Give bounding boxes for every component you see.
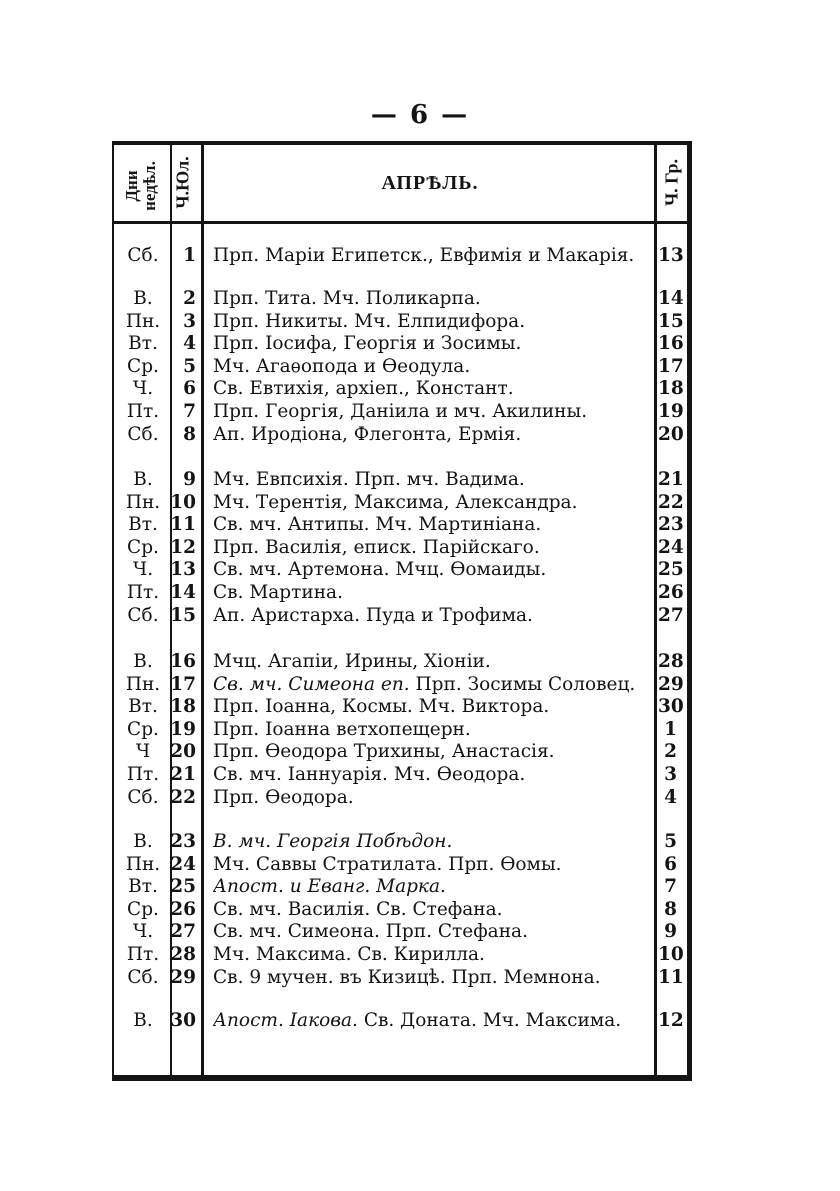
table-row [0,764,840,786]
table-row [0,719,840,741]
weekday-cell: Ч [135,741,151,763]
saints-cell [213,967,653,989]
table-row [0,311,840,333]
weekday-cell: Пт. [126,582,160,603]
table-row [0,514,840,536]
gregorian-date-cell: 14 [658,288,684,309]
saints-text: Прп. Зосимы Соловец. [409,673,636,695]
table-row [0,921,840,943]
saints-text: Св. мч. Артемона. Мчц. Ѳомаиды. [213,559,547,581]
julian-date-cell: 26 [170,898,196,920]
saints-cell [213,696,653,718]
saints-text: Прп. Тита. Мч. Поликарпа. [213,288,481,309]
gregorian-date-cell: 28 [658,651,684,672]
weekday-cell: Пн. [125,310,161,332]
gregorian-date-cell: 5 [664,831,677,852]
saints-cell [213,492,653,514]
table-row [0,356,840,378]
saints-cell [213,899,653,921]
saints-cell [213,356,653,378]
table-row [0,401,840,423]
weekday-cell: В. [133,831,153,852]
saints-cell [213,764,653,786]
table-row [0,1010,840,1032]
julian-date-cell: 18 [170,696,196,718]
weekday-cell: Пт. [126,401,160,422]
table-row [0,854,840,876]
julian-date-cell: 28 [170,944,196,965]
julian-date-cell: 9 [183,469,196,490]
gregorian-date-cell: 22 [658,491,684,513]
saints-cell [213,741,653,763]
julian-date-cell: 8 [183,423,196,445]
header-gregorian-date: Ч. Гр. [661,158,682,207]
saints-text: Св. Евтихія, архіеп., Констант. [213,378,514,400]
saints-cell [213,378,653,400]
saints-cell [213,514,653,536]
gregorian-date-cell: 2 [664,741,677,763]
saints-text: Св. Мартина. [213,582,343,603]
julian-date-cell: 3 [183,310,196,332]
gregorian-date-cell: 8 [664,898,677,920]
table-row [0,831,840,853]
table-row [0,378,840,400]
weekday-cell: Вт. [128,514,158,536]
weekday-cell: Пт. [126,764,160,785]
julian-date-cell: 29 [170,966,196,988]
gregorian-date-cell: 17 [658,355,684,377]
saints-cell [213,787,653,809]
table-row [0,967,840,989]
saints-cell [213,424,653,446]
saints-cell [213,651,653,673]
header-days-of-week [123,146,159,226]
table-row [0,696,840,718]
gregorian-date-cell: 27 [658,604,684,626]
weekday-cell: Сб. [127,966,159,988]
gregorian-date-cell: 3 [664,764,677,785]
weekday-cell: Вт. [128,333,158,355]
table-row [0,741,840,763]
julian-date-cell: 5 [183,355,196,377]
feast-italic-text: Апост. Іакова. [213,1010,358,1031]
gregorian-date-cell: 11 [658,966,684,988]
table-row [0,333,840,355]
julian-date-cell: 25 [170,876,196,898]
julian-date-cell: 10 [170,491,196,513]
gregorian-date-cell: 30 [658,696,684,718]
saints-cell [213,333,653,355]
julian-date-cell: 23 [170,831,196,852]
table-row [0,582,840,604]
gregorian-date-cell: 6 [664,853,677,875]
saints-cell [213,288,653,310]
gregorian-date-cell: 19 [658,401,684,422]
saints-cell [213,559,653,581]
julian-date-cell: 24 [170,853,196,875]
julian-date-cell: 2 [183,288,196,309]
table-row [0,424,840,446]
julian-date-cell: 1 [183,245,196,266]
saints-cell [213,854,653,876]
julian-date-cell: 11 [170,514,196,536]
header-julian-date: Ч.Юл. [172,156,193,209]
saints-cell [213,921,653,943]
table-row [0,605,840,627]
saints-text: Прп. Георгія, Даніила и мч. Акилины. [213,401,588,422]
feast-italic-text: В. мч. Георгія Побѣдон. [213,831,453,852]
saints-text: Прп. Василія, еписк. Парійскаго. [213,536,540,558]
saints-text: Прп. Іоанна ветхопещерн. [213,718,471,740]
saints-text: Прп. Ѳеодора Трихины, Анастасія. [213,741,555,763]
table-row [0,559,840,581]
gregorian-date-cell: 1 [664,718,677,740]
saints-text: Прп. Маріи Египетск., Евфимія и Макарія. [213,245,635,266]
weekday-cell: Ч. [132,921,154,943]
table-row [0,787,840,809]
saints-cell [213,245,653,267]
saints-cell [213,831,653,853]
saints-text: Ап. Иродіона, Флегонта, Ермія. [213,423,522,445]
julian-date-cell: 15 [170,604,196,626]
table-row [0,651,840,673]
gregorian-date-cell: 25 [658,559,684,581]
weekday-cell: Ср. [127,355,159,377]
page-number: — 6 — [370,100,470,130]
gregorian-date-cell: 9 [664,921,677,943]
saints-text: Ап. Аристарха. Пуда и Трофима. [213,604,533,626]
weekday-cell: Сб. [127,423,159,445]
header-days-line2: недѣл. [140,161,159,211]
weekday-cell: Ср. [127,536,159,558]
julian-date-cell: 13 [170,559,196,581]
julian-date-cell: 27 [170,921,196,943]
header-divider [112,221,692,224]
table-row [0,288,840,310]
gregorian-date-cell: 23 [658,514,684,536]
saints-cell [213,876,653,898]
table-row [0,944,840,966]
saints-cell [213,311,653,333]
julian-date-cell: 16 [170,651,196,672]
gregorian-date-cell: 12 [658,1010,684,1031]
saints-cell [213,537,653,559]
weekday-cell: Ср. [127,718,159,740]
weekday-cell: В. [133,288,153,309]
weekday-cell: Сб. [127,786,159,808]
saints-cell [213,582,653,604]
gregorian-date-cell: 10 [658,944,684,965]
weekday-cell: Ч. [132,559,154,581]
saints-text: Прп. Іоанна, Космы. Мч. Виктора. [213,696,550,718]
saints-text: Мч. Саввы Стратилата. Прп. Ѳомы. [213,853,562,875]
julian-date-cell: 17 [170,673,196,695]
julian-date-cell: 6 [183,378,196,400]
saints-cell [213,944,653,966]
weekday-cell: Ср. [127,898,159,920]
weekday-cell: Сб. [127,245,159,266]
weekday-cell: Пн. [125,853,161,875]
gregorian-date-cell: 26 [658,582,684,603]
gregorian-date-cell: 24 [658,536,684,558]
saints-text: Мч. Максима. Св. Кирилла. [213,944,485,965]
julian-date-cell: 12 [170,536,196,558]
gregorian-date-cell: 20 [658,423,684,445]
saints-text: Св. мч. Антипы. Мч. Мартиніана. [213,514,542,536]
header-days-line1: Дни [122,170,141,202]
table-row [0,899,840,921]
table-row [0,469,840,491]
weekday-cell: В. [133,469,153,490]
gregorian-date-cell: 21 [658,469,684,490]
gregorian-date-cell: 15 [658,310,684,332]
saints-cell [213,719,653,741]
saints-text: Св. мч. Василія. Св. Стефана. [213,898,503,920]
julian-date-cell: 19 [170,718,196,740]
saints-cell [213,401,653,423]
saints-cell [213,605,653,627]
gregorian-date-cell: 16 [658,333,684,355]
saints-cell [213,469,653,491]
gregorian-date-cell: 13 [658,245,684,266]
julian-date-cell: 7 [183,401,196,422]
table-row [0,537,840,559]
weekday-cell: Вт. [128,876,158,898]
weekday-cell: Вт. [128,696,158,718]
table-row [0,876,840,898]
weekday-cell: Пн. [125,673,161,695]
gregorian-date-cell: 7 [664,876,677,898]
weekday-cell: В. [133,1010,153,1031]
julian-date-cell: 20 [170,741,196,763]
saints-text: Прп. Ѳеодора. [213,786,354,808]
saints-text: Мч. Агаѳопода и Ѳеодула. [213,355,471,377]
saints-cell [213,674,653,696]
saints-text: Св. мч. Іаннуарія. Мч. Ѳеодора. [213,764,526,785]
table-row [0,245,840,267]
month-title: АПРѢЛЬ. [381,172,479,194]
saints-text: Св. Доната. Мч. Максима. [357,1010,622,1031]
julian-date-cell: 14 [170,582,196,603]
julian-date-cell: 4 [183,333,196,355]
julian-date-cell: 30 [170,1010,196,1031]
gregorian-date-cell: 18 [658,378,684,400]
weekday-cell: Пт. [126,944,160,965]
saints-text: Мчц. Агапіи, Ирины, Хіоніи. [213,651,491,672]
feast-italic-text: Св. мч. Симеона еп. [213,673,410,695]
saints-text: Мч. Евпсихія. Прп. мч. Вадима. [213,469,525,490]
saints-cell [213,1010,653,1032]
table-row [0,674,840,696]
weekday-cell: В. [133,651,153,672]
julian-date-cell: 22 [170,786,196,808]
julian-date-cell: 21 [170,764,196,785]
table-row [0,492,840,514]
saints-text: Прп. Никиты. Мч. Елпидифора. [213,310,526,332]
weekday-cell: Ч. [132,378,154,400]
weekday-cell: Сб. [127,604,159,626]
gregorian-date-cell: 4 [664,786,677,808]
saints-text: Св. мч. Симеона. Прп. Стефана. [213,921,528,943]
saints-text: Прп. Іосифа, Георгія и Зосимы. [213,333,522,355]
saints-text: Мч. Терентія, Максима, Александра. [213,491,578,513]
gregorian-date-cell: 29 [658,673,684,695]
weekday-cell: Пн. [125,491,161,513]
saints-text: Св. 9 мучен. въ Кизицѣ. Прп. Мемнона. [213,966,601,988]
feast-italic-text: Апост. и Еванг. Марка. [213,876,446,898]
